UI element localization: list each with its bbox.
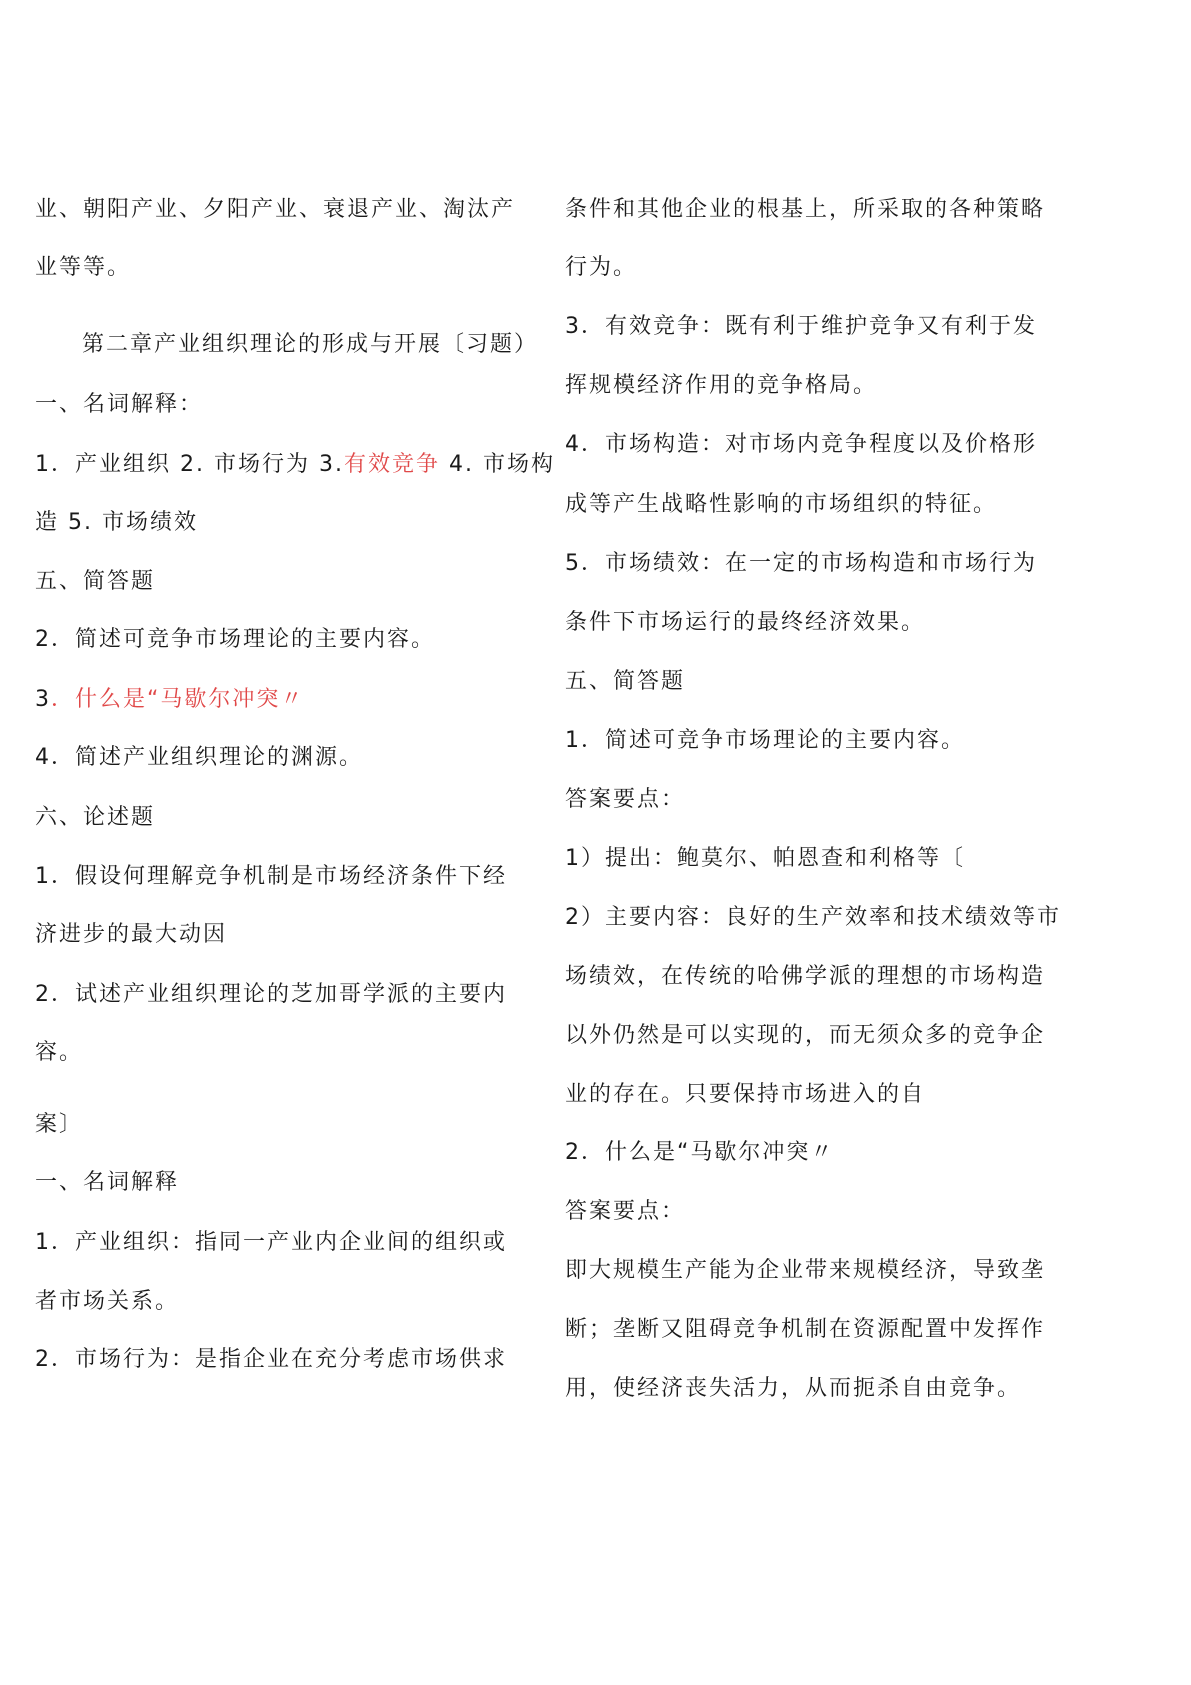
text-line: 3．有效竞争：既有利于维护竞争又有利于发 (565, 314, 1037, 339)
chapter-title: 第二章产业组织理论的形成与开展〔习题） (82, 332, 539, 357)
section-heading: 五、简答题 (565, 669, 686, 694)
text-line: 条件下市场运行的最终经济效果。 (565, 610, 926, 635)
text-segment: 3 (35, 687, 51, 712)
text-line: 2．简述可竞争市场理论的主要内容。 (35, 627, 435, 652)
text-line: 断；垄断又阻碍竞争机制在资源配置中发挥作 (565, 1317, 1046, 1342)
left-column (35, 0, 555, 1685)
text-line: 挥规模经济作用的竞争格局。 (565, 373, 878, 398)
text-line: 济进步的最大动因 (35, 922, 228, 947)
text-line: 业的存在。只要保持市场进入的自 (565, 1082, 926, 1107)
text-line: 成等产生战略性影响的市场组织的特征。 (565, 492, 998, 517)
text-line: 者市场关系。 (35, 1289, 180, 1314)
right-column (565, 0, 1125, 1685)
answer-label: 答案要点： (565, 787, 686, 812)
highlighted-question: ．什么是“马歇尔冲突〃 (51, 687, 305, 712)
text-segment: 1．产业组织 2. 市场行为 3. (35, 452, 344, 477)
text-line (35, 685, 304, 715)
text-line: 业等等。 (35, 255, 132, 280)
section-heading: 一、名词解释： (35, 392, 204, 417)
text-line: 1．假设何理解竞争机制是市场经济条件下经 (35, 864, 507, 889)
highlighted-term: 有效竞争 (343, 452, 440, 477)
text-line: 条件和其他企业的根基上，所采取的各种策略 (565, 197, 1046, 222)
text-line: 以外仍然是可以实现的，而无须众多的竞争企 (565, 1023, 1046, 1048)
answer-label: 答案要点： (565, 1199, 686, 1224)
text-line: 4．简述产业组织理论的渊源。 (35, 745, 363, 770)
text-line: 2．试述产业组织理论的芝加哥学派的主要内 (35, 982, 507, 1007)
text-line: 造 5. 市场绩效 (35, 510, 198, 535)
text-line: 1）提出：鲍莫尔、帕恩查和利格等〔 (565, 846, 965, 871)
text-line: 容。 (35, 1040, 84, 1065)
text-line: 2．什么是“马歇尔冲突〃 (565, 1140, 835, 1165)
text-line: 场绩效，在传统的哈佛学派的理想的市场构造 (565, 964, 1046, 989)
text-line: 用，使经济丧失活力，从而扼杀自由竞争。 (565, 1376, 1022, 1401)
text-line: 2．市场行为：是指企业在充分考虑市场供求 (35, 1347, 507, 1372)
text-line: 2）主要内容：良好的生产效率和技术绩效等市 (565, 905, 1061, 930)
section-heading: 六、论述题 (35, 805, 156, 830)
text-line: 案〕 (35, 1112, 84, 1137)
text-segment: 4. 市场构 (439, 452, 555, 477)
text-line: 5．市场绩效：在一定的市场构造和市场行为 (565, 551, 1037, 576)
section-heading: 一、名词解释 (35, 1170, 180, 1195)
text-line: 1．产业组织：指同一产业内企业间的组织或 (35, 1230, 507, 1255)
section-heading: 五、简答题 (35, 569, 156, 594)
text-line (35, 450, 555, 480)
text-line: 1．简述可竞争市场理论的主要内容。 (565, 728, 965, 753)
text-line: 即大规模生产能为企业带来规模经济，导致垄 (565, 1258, 1046, 1283)
text-line: 行为。 (565, 255, 638, 280)
text-line: 4．市场构造：对市场内竞争程度以及价格形 (565, 432, 1037, 457)
text-line: 业、朝阳产业、夕阳产业、衰退产业、淘汰产 (35, 197, 516, 222)
